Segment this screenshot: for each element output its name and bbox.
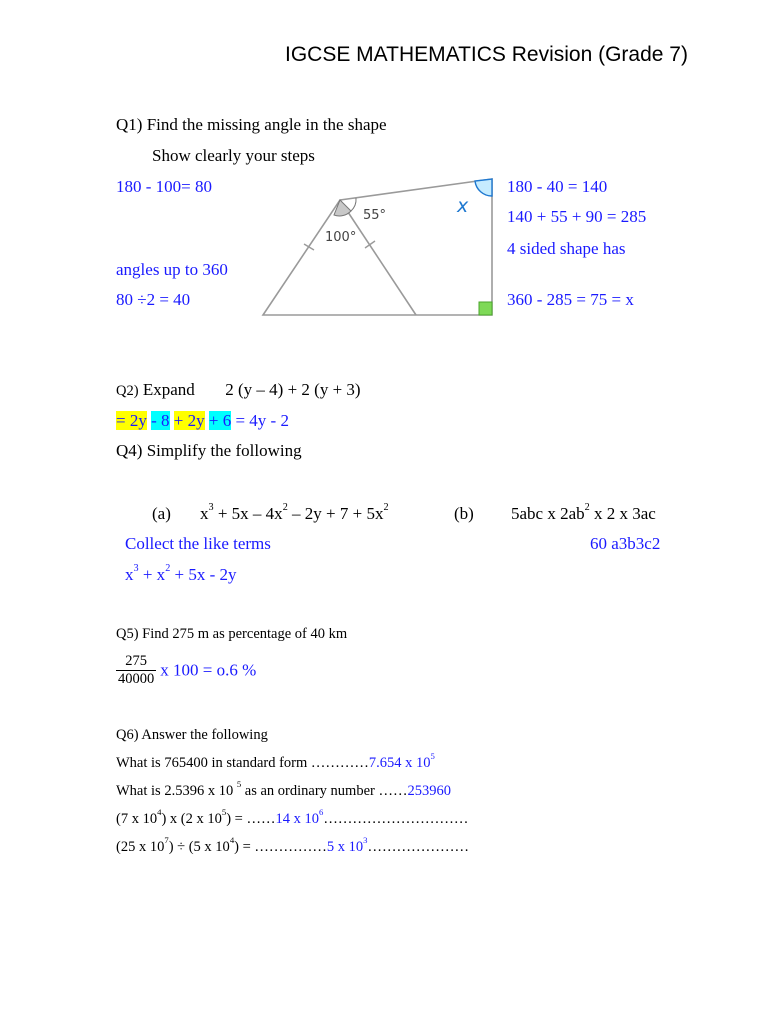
unknown-x-label: x — [457, 195, 469, 217]
q6-line-3-answer: 14 x $10^6$ — [275, 807, 324, 827]
q4b-expression: 5abc x $2ab^2$ x 2 x 3ac — [511, 502, 656, 523]
q4b-label: (b) — [454, 504, 474, 523]
q1-right-work-4: 360 - 285 = 75 = x — [507, 290, 634, 309]
q2-answer — [116, 411, 289, 431]
q6-line-4: (25 x $10^7) \div (5$ x $10^4$) = ……………5 x $10^3\dots\dots\dots\dots\dots\dots\dots$ — [116, 835, 470, 855]
quadrilateral-diagram — [255, 170, 505, 325]
angle-55-arc — [351, 198, 356, 211]
q6-line-3: (7 x $10^4$) x (2 x $10^5$) = ……14 x $10^6\dots\dots\dots\dots\dots\dots\dots\dots\dots\dots$ — [116, 807, 469, 827]
q6-line-2-answer: 253960 — [407, 783, 451, 799]
q5-question: Q5) Find 275 m as percentage of 40 km — [116, 626, 348, 642]
q4-question: Q4) Simplify the following — [116, 441, 302, 460]
angle-100-label: 100° — [325, 230, 357, 245]
angle-x-marker — [475, 179, 492, 196]
q6-line-4-answer: 5 x $10^3$ — [326, 835, 368, 855]
page-title: IGCSE MATHEMATICS Revision (Grade 7) — [285, 43, 688, 66]
q2-expression: 2 (y – 4) + 2 (y + 3) — [225, 380, 361, 399]
q1-right-work-3: 4 sided shape has — [507, 239, 626, 258]
q5-fraction — [116, 653, 156, 688]
q4a-label: (a) — [152, 504, 171, 523]
angle-100-marker — [334, 200, 351, 216]
tick-mark-right — [365, 241, 375, 248]
q1-left-work-2: angles up to 360 — [116, 260, 228, 279]
q5-answer — [116, 653, 256, 688]
q2-answer-term-2: - 8 — [151, 411, 170, 430]
q2-answer-term-1: = 2y — [116, 411, 147, 430]
q4a-answer: $x^3 + x^2 + 5x - 2y$ — [125, 563, 237, 584]
q1-right-work-2: 140 + 55 + 90 = 285 — [507, 207, 647, 226]
q4b-answer: 60 a3b3c2 — [590, 534, 661, 553]
q6-line-2: What is 2.5396 x 10 $^5$ as an ordinary number ……253960 — [116, 779, 451, 799]
q1-left-work-3: 80 ÷2 = 40 — [116, 290, 191, 309]
q4a-expression: $x^3 + 5x - 4x^2 - 2y + 7 + 5x^2$ — [200, 502, 389, 523]
q5-numerator: 275 — [116, 653, 156, 671]
q6-line-1: What is 765400 in standard form …………7.654 x $10^5$ — [116, 751, 435, 771]
q2-label: Q2) — [116, 383, 139, 399]
q5-result: x 100 = o.6 % — [160, 660, 257, 680]
angle-55-label: 55° — [363, 208, 387, 223]
q5-denominator: 40000 — [118, 671, 155, 687]
q1-question: Q1) Find the missing angle in the shape — [116, 115, 387, 134]
q2-prompt: Expand — [142, 380, 195, 399]
q6-title: Q6) Answer the following — [116, 727, 268, 743]
q1-instruction: Show clearly your steps — [152, 146, 315, 165]
q6-line-1-answer: 7.654 x $10^5$ — [368, 751, 435, 771]
q1-right-work-1: 180 - 40 = 140 — [507, 177, 608, 196]
q4a-work: Collect the like terms — [125, 534, 271, 553]
q2-line — [116, 380, 361, 400]
right-angle-marker — [479, 302, 492, 315]
q2-answer-term-3: + 2y — [173, 411, 205, 430]
q2-answer-result: = 4y - 2 — [235, 411, 289, 430]
q1-left-work-1: 180 - 100= 80 — [116, 177, 212, 196]
q2-answer-term-4: + 6 — [208, 411, 232, 430]
